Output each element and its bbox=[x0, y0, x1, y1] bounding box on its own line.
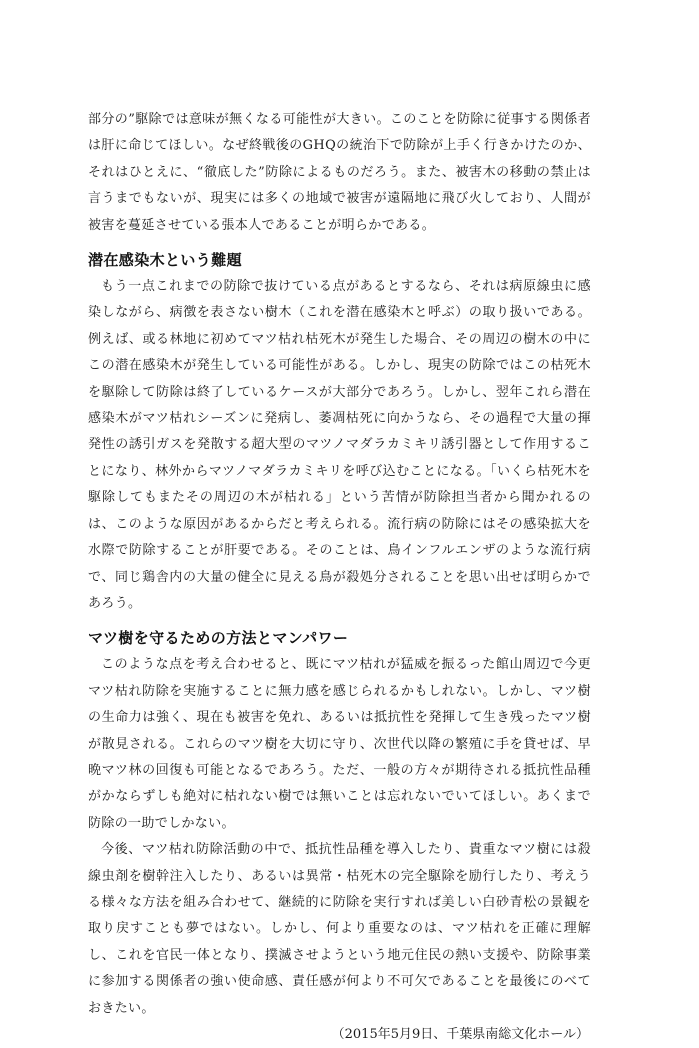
date-venue-signature: （2015年5月9日、千葉県南総文化ホール） bbox=[331, 1027, 589, 1042]
section-heading-latent-infection: 潜在感染木という難題 bbox=[88, 251, 243, 270]
section-paragraph: 今後、マツ枯れ防除活動の中で、抵抗性品種を導入したり、貴重なマツ樹には殺線虫剤を樹幹注入したり、あるいは異常・枯死木の完全駆除を励行したり、考えうる様々な方法を組み合わせて、継続的に防除を実行すれば美しい白砂青松の景観を取り戻すことも夢ではない。しかし、何より重要なのは、マツ枯れを正確に理解し、これを官民一体となり、撲滅させようという地元住民の熱い支援や、防除事業に参加する関係者の強い使命感、責任感が何より不可欠であることを最後にのべておきたい。 bbox=[88, 842, 591, 1016]
intro-paragraph: 部分の”駆除では意味が無くなる可能性が大きい。このことを防除に従事する関係者は肝に命じてほしい。なぜ終戦後のGHQの統治下で防除が上手く行きかけたのか、それはひとえに、“徹底した”防除によるものだろう。また、被害木の移動の禁止は言うまでもないが、現実には多くの地域で被害が遠隔地に飛び火しており、人間が被害を蔓延させている張本人であることが明らかである。 bbox=[88, 112, 591, 233]
section-paragraph: もう一点これまでの防除で抜けている点があるとするなら、それは病原線虫に感染しながら、病徴を表さない樹木（これを潜在感染木と呼ぶ）の取り扱いである。例えば、或る林地に初めてマツ枯れ枯死木が発生した場合、その周辺の樹木の中にこの潜在感染木が発生している可能性がある。しかし、現実の防除ではこの枯死木を駆除して防除は終了しているケースが大部分であろう。しかし、翌年これら潜在感染木がマツ枯れシーズンに発病し、萎凋枯死に向かうなら、その過程で大量の揮発性の誘引ガスを発散する超大型のマツノマダラカミキリ誘引器として作用することになり、林外からマツノマダラカミキリを呼び込むことになる。「いくら枯死木を駆除してもまたその周辺の木が枯れる」という苦情が防除担当者から聞かれるのは、このような原因があるからだと考えられる。流行病の防除にはその感染拡大を水際で防除することが肝要である。そのことは、鳥インフルエンザのような流行病で、同じ鶏舎内の大量の健全に見える鳥が殺処分されることを思い出せば明らかであろう。 bbox=[88, 279, 591, 611]
section-heading-protection-methods: マツ樹を守るための方法とマンパワー bbox=[88, 629, 349, 648]
section-paragraph: このような点を考え合わせると、既にマツ枯れが猛威を振るった館山周辺で今更マツ枯れ防除を実施することに無力感を感じられるかもしれない。しかし、マツ樹の生命力は強く、現在も被害を免れ、あるいは抵抗性を発揮して生き残ったマツ樹が散見される。これらのマツ樹を大切に守り、次世代以降の繁殖に手を貸せば、早晩マツ林の回復も可能となるであろう。ただ、一般の方々が期待される抵抗性品種がかならずしも絶対に枯れない樹では無いことは忘れないでいてほしい。あくまで防除の一助でしかない。 bbox=[88, 657, 591, 831]
